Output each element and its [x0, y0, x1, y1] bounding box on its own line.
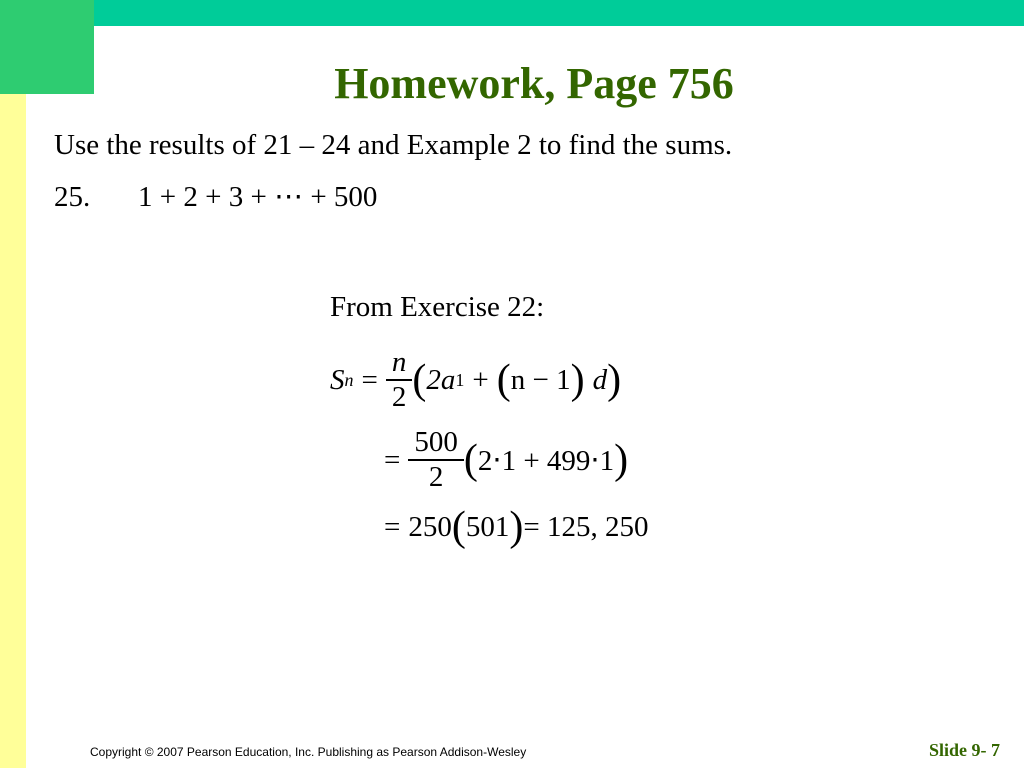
- formula-fraction-denominator: 2: [391, 381, 407, 414]
- step2-fraction-numerator: 500: [408, 426, 464, 461]
- formula-equals: =: [361, 363, 378, 396]
- formula-a-subscript: 1: [455, 369, 465, 390]
- step3-result: = 125, 250: [523, 510, 649, 543]
- formula-step-2: = $\frac{500}{2}$ ( 2⋅1 + 499⋅1 ): [384, 426, 629, 494]
- from-exercise-label: From Exercise 22:: [330, 291, 545, 323]
- formula-n-minus-1: n − 1: [510, 363, 571, 396]
- step2-fraction: [408, 426, 464, 495]
- slide-number: Slide 9- 7: [928, 740, 1000, 760]
- formula-step-3: = 250 ( 501 ) = 125, 250: [384, 504, 649, 550]
- problem-number: 25.: [54, 181, 91, 213]
- step3-equals: =: [384, 510, 401, 543]
- step2-body: 2⋅1 + 499⋅1: [477, 444, 615, 477]
- sum-formula: S n = $\frac{n}{2}$ ( 2a 1 + ( n − 1 ) d ): [330, 346, 622, 414]
- formula-fraction: [386, 346, 413, 415]
- step2-fraction-denominator: 2: [428, 461, 444, 494]
- slide-title: Homework, Page 756: [334, 59, 734, 108]
- step3-value: 250: [408, 510, 452, 543]
- problem-25: [54, 181, 378, 214]
- problem-expression: 1 + 2 + 3 + ⋯ + 500: [138, 181, 378, 213]
- formula-plus: +: [472, 363, 489, 396]
- formula-2a: 2a: [426, 363, 456, 396]
- step2-equals: =: [384, 443, 401, 476]
- formula-d: d: [592, 363, 608, 396]
- formula-fraction-numerator: n: [386, 346, 413, 381]
- copyright-footer: Copyright © 2007 Pearson Education, Inc. Publishing as Pearson Addison-Wesley: [90, 745, 527, 759]
- instructions-text: Use the results of 21 – 24 and Example 2 to find the sums.: [54, 129, 733, 161]
- formula-lhs-subscript: n: [344, 369, 354, 390]
- formula-lhs: S: [330, 363, 345, 396]
- left-accent-bar: [0, 0, 26, 768]
- top-accent-bar: [94, 0, 1024, 26]
- step3-paren-value: 501: [465, 510, 510, 543]
